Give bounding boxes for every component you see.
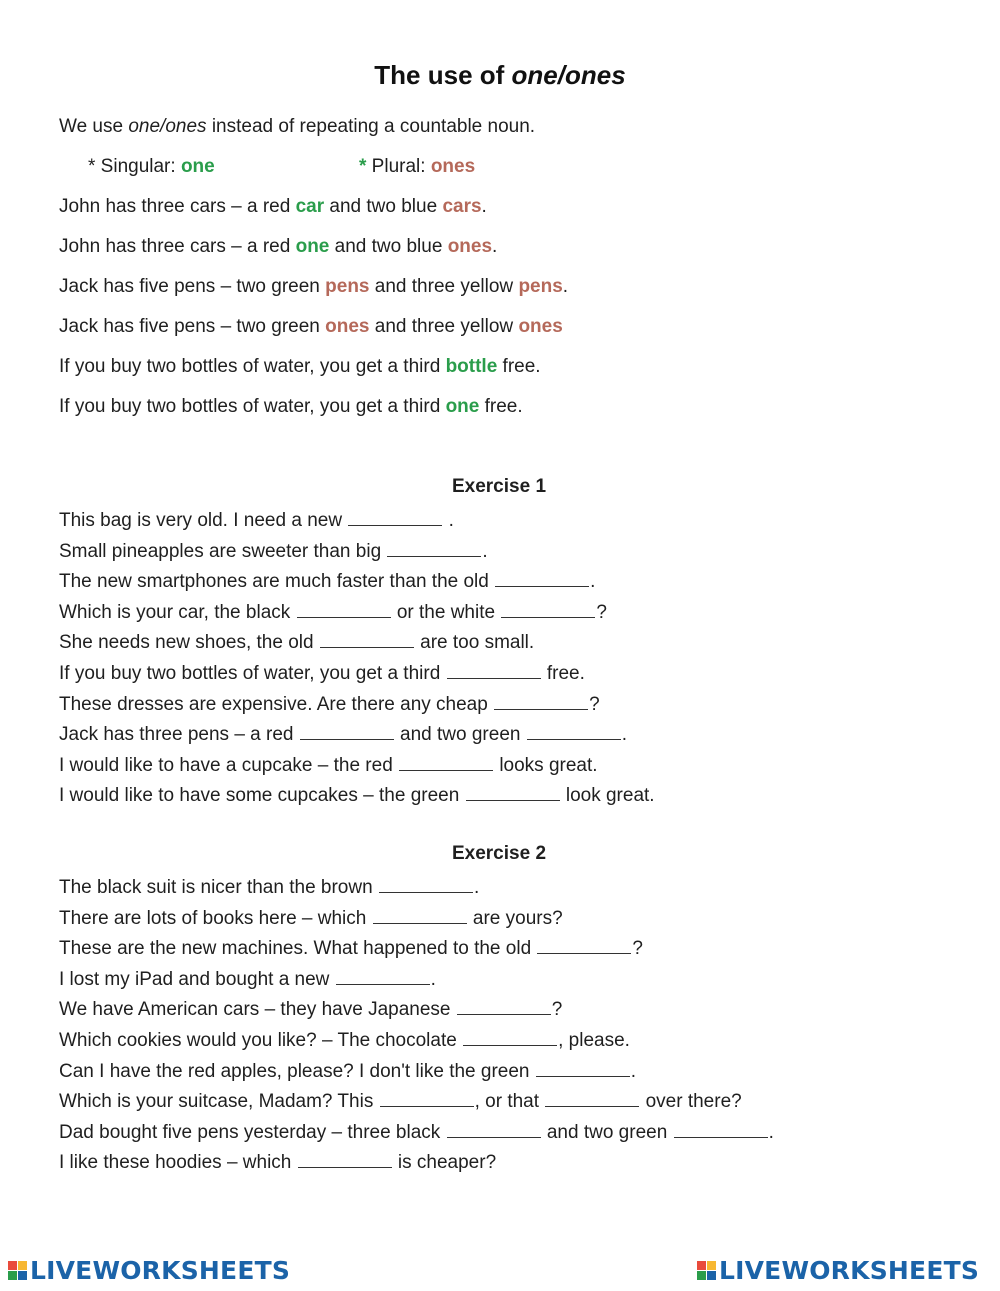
exercise1-heading: Exercise 1 [451,476,547,497]
exercise-text: , please. [558,1030,630,1051]
answer-blank[interactable] [466,782,560,801]
exercise-text: is cheaper? [392,1152,497,1174]
exercise-item [59,1119,774,1144]
footer-logo-right [697,1256,979,1285]
exercise-text: This bag is very old. I need a new [59,510,348,531]
exercise-text: She needs new shoes, the old [59,632,319,654]
exercise-text: . [621,724,628,746]
example-part: free. [497,356,541,377]
example-sentence [59,236,497,258]
example-part: If you buy two bottles of water, you get a third [59,356,446,377]
exercise-item [59,599,607,624]
exercise-item [59,874,479,899]
exercise-item [59,507,454,532]
intro-before: We use [59,116,129,137]
exercise-text: ? [596,601,607,623]
answer-blank[interactable] [457,996,551,1015]
singular-rule [88,156,215,178]
exercise-text: I like these hoodies – which [59,1152,297,1174]
exercise-item [59,1027,630,1052]
answer-blank[interactable] [348,507,442,526]
example-part: If you buy two bottles of water, you get a third [59,396,446,417]
example-highlight: pens [325,276,370,297]
intro-italic: one/ones [128,116,207,137]
exercise-item [59,568,595,593]
exercise-text: I would like to have some cupcakes – the green [59,785,465,807]
exercise-text: These dresses are expensive. Are there any cheap [59,693,494,715]
liveworksheets-icon [8,1261,27,1280]
exercise-text: There are lots of books here – which [59,907,372,929]
exercise-text: We have American cars – they have Japanese [59,999,456,1021]
answer-blank[interactable] [545,1088,639,1107]
answer-blank[interactable] [379,874,473,893]
exercise-text: ? [632,938,643,960]
exercise-item [59,721,627,746]
answer-blank[interactable] [494,691,588,710]
exercise-text: , or that [474,1091,545,1113]
example-part: John has three cars – a red [59,236,296,257]
exercise-text: ? [551,999,563,1021]
example-part: . [481,196,487,217]
exercise-text: The black suit is nicer than the brown [59,877,378,898]
exercise-text: . [630,1060,637,1082]
plural-star: * [359,156,367,177]
exercise-item [59,966,436,991]
answer-blank[interactable] [300,721,394,740]
exercise-text: Which is your suitcase, Madam? This [59,1091,379,1113]
answer-blank[interactable] [447,1119,541,1138]
example-part: Jack has five pens – two green [59,276,326,297]
example-sentence [59,356,541,378]
exercise-item [59,1058,636,1083]
answer-blank[interactable] [536,1058,630,1077]
exercise-text: Can I have the red apples, please? I don't like the green [59,1060,535,1082]
example-highlight: ones [518,316,563,337]
exercise-text: . [482,540,488,562]
exercise-text: The new smartphones are much faster than the old [59,571,495,593]
answer-blank[interactable] [380,1088,474,1107]
exercise-text: . [768,1121,774,1143]
answer-blank[interactable] [447,660,541,679]
example-highlight: cars [442,196,482,217]
exercise-text: Which cookies would you like? – The chocolate [59,1030,463,1051]
exercise-text: or the white [391,601,501,623]
exercise-text: are yours? [467,907,563,929]
answer-blank[interactable] [527,721,621,740]
exercise-item [59,1088,742,1113]
exercise-text: looks great. [494,754,598,776]
exercise-text: look great. [560,785,655,807]
example-sentence [59,396,523,418]
exercise-item [59,752,598,777]
footer-brand-left: LIVEWORKSHEETS [30,1256,291,1285]
singular-word: one [180,156,215,177]
exercise-text: Jack has three pens – a red [59,724,299,746]
example-part: . [562,276,569,297]
exercise-text: . [430,968,436,990]
answer-blank[interactable] [320,629,414,648]
example-sentence [59,276,568,298]
answer-blank[interactable] [297,599,391,618]
example-highlight: ones [447,236,493,257]
exercise-text: . [443,510,454,531]
exercise-item [59,629,534,654]
example-highlight: pens [518,276,563,297]
example-part: John has three cars – a red [59,196,296,217]
answer-blank[interactable] [373,905,467,924]
exercise-text: and two green [541,1121,673,1143]
intro-line [59,116,535,138]
exercise-text: free. [541,663,585,684]
answer-blank[interactable] [495,568,589,587]
answer-blank[interactable] [537,935,631,954]
title-italic: one/ones [511,60,626,90]
plural-word: ones [430,156,476,177]
exercise-item [59,782,655,807]
example-highlight: one [445,396,480,417]
liveworksheets-icon [697,1261,716,1280]
example-highlight: ones [325,316,370,337]
exercise-text: over there? [640,1091,742,1113]
exercise-item [59,538,488,563]
exercise-text: ? [589,693,600,715]
answer-blank[interactable] [463,1027,557,1046]
plural-label: Plural: [366,156,431,177]
example-part: Jack has five pens – two green [59,316,326,337]
exercise-item [59,935,643,960]
example-part: and three yellow [369,276,519,297]
answer-blank[interactable] [336,966,430,985]
example-sentence [59,196,487,218]
title-text: The use of [374,60,512,90]
exercise-item [59,691,600,716]
exercise-item [59,996,562,1021]
singular-label: * Singular: [88,156,181,177]
answer-blank[interactable] [399,752,493,771]
exercise2-heading: Exercise 2 [451,843,547,864]
intro-after: instead of repeating a countable noun. [206,116,536,137]
plural-rule [359,156,475,178]
footer-brand-right: LIVEWORKSHEETS [719,1256,980,1285]
example-part: and three yellow [369,316,519,337]
answer-blank[interactable] [501,599,595,618]
exercise-text: . [590,571,596,593]
example-part: and two blue [329,236,448,257]
example-sentence [59,316,563,338]
exercise-item [59,905,563,930]
exercise-text: I lost my iPad and bought a new [59,968,335,990]
example-highlight: car [295,196,325,217]
example-highlight: bottle [445,356,498,377]
exercise-text: are too small. [414,632,535,654]
exercise-text: . [473,877,480,898]
answer-blank[interactable] [387,538,481,557]
exercise-item [59,660,585,685]
example-part: and two blue [324,196,443,217]
exercise-text: Small pineapples are sweeter than big [59,540,387,562]
exercise-text: Dad bought five pens yesterday – three black [59,1121,446,1143]
page-title [0,60,1000,91]
exercise-text: If you buy two bottles of water, you get a third [59,663,446,684]
exercise-text: Which is your car, the black [59,601,296,623]
answer-blank[interactable] [674,1119,768,1138]
footer-logo-left [8,1256,290,1285]
answer-blank[interactable] [298,1149,392,1168]
example-part: . [492,236,498,257]
example-highlight: one [295,236,330,257]
exercise-text: and two green [394,724,526,746]
exercise-text: These are the new machines. What happened to the old [59,938,537,960]
exercise-text: I would like to have a cupcake – the red [59,754,399,776]
example-part: free. [479,396,523,417]
exercise-item [59,1149,496,1174]
